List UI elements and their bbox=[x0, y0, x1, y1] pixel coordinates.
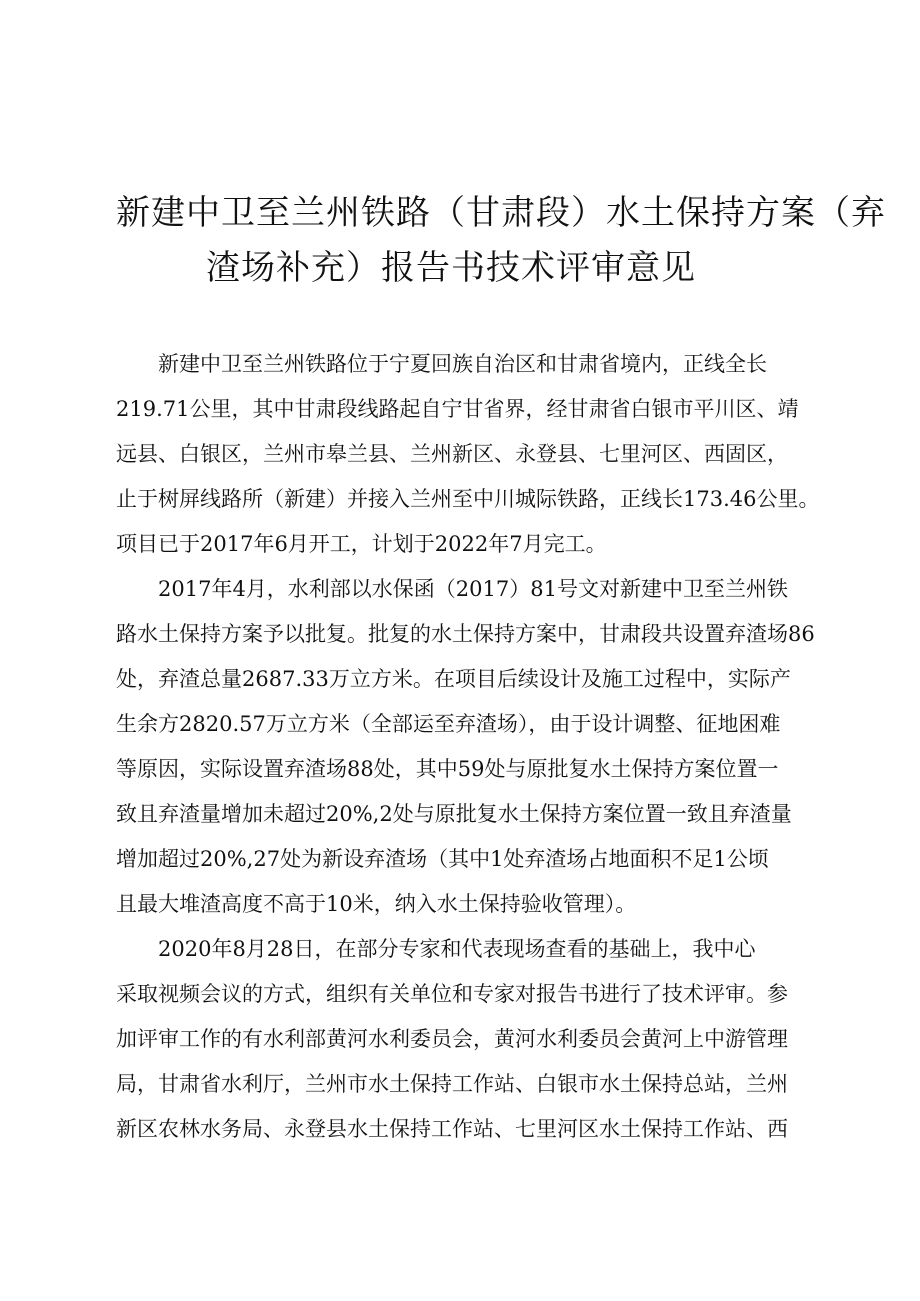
paragraph-2-line-3: 处，弃渣总量2687.33万立方米。在项目后续设计及施工过程中，实际产 bbox=[116, 667, 791, 691]
document-title bbox=[116, 186, 886, 296]
paragraph-2 bbox=[116, 567, 816, 927]
paragraph-3 bbox=[116, 927, 816, 1152]
paragraph-2-line-5: 等原因，实际设置弃渣场88处，其中59处与原批复水土保持方案位置一 bbox=[116, 757, 779, 781]
paragraph-1-line-2: 219.71公里，其中甘肃段线路起自宁甘省界，经甘肃省白银市平川区、靖 bbox=[116, 397, 799, 421]
paragraph-3-line-1: 2020年8月28日，在部分专家和代表现场查看的基础上，我中心 bbox=[158, 937, 756, 961]
paragraph-1-line-3: 远县、白银区，兰州市皋兰县、兰州新区、永登县、七里河区、西固区， bbox=[116, 442, 788, 466]
document-body bbox=[116, 342, 820, 1152]
paragraph-2-line-2: 路水土保持方案予以批复。批复的水土保持方案中，甘肃段共设置弃渣场86 bbox=[116, 622, 815, 646]
paragraph-1 bbox=[116, 342, 820, 567]
paragraph-1-line-1: 新建中卫至兰州铁路位于宁夏回族自治区和甘肃省境内，正线全长 bbox=[158, 352, 767, 376]
paragraph-3-line-3: 加评审工作的有水利部黄河水利委员会，黄河水利委员会黄河上中游管理 bbox=[116, 1027, 788, 1051]
paragraph-2-line-6: 致且弃渣量增加未超过20%,2处与原批复水土保持方案位置一致且弃渣量 bbox=[116, 802, 792, 826]
paragraph-3-line-4: 局，甘肃省水利厅，兰州市水土保持工作站、白银市水土保持总站，兰州 bbox=[116, 1072, 788, 1096]
paragraph-3-line-5: 新区农林水务局、永登县水土保持工作站、七里河区水土保持工作站、西 bbox=[116, 1117, 788, 1141]
title-line-2: 渣场补充）报告书技术评审意见 bbox=[206, 248, 696, 288]
paragraph-1-line-4: 止于树屏线路所（新建）并接入兰州至中川城际铁路，正线长173.46公里。 bbox=[116, 487, 820, 511]
paragraph-2-line-4: 生余方2820.57万立方米（全部运至弃渣场），由于设计调整、征地困难 bbox=[116, 712, 781, 736]
title-line-1: 新建中卫至兰州铁路（甘肃段）水土保持方案（弃 bbox=[116, 193, 886, 233]
paragraph-2-line-8: 且最大堆渣高度不高于10米，纳入水土保持验收管理）。 bbox=[116, 892, 637, 916]
paragraph-2-line-7: 增加超过20%,27处为新设弃渣场（其中1处弃渣场占地面积不足1公顷 bbox=[116, 847, 769, 871]
paragraph-1-line-5: 项目已于2017年6月开工，计划于2022年7月完工。 bbox=[116, 532, 607, 556]
paragraph-2-line-1: 2017年4月，水利部以水保函（2017）81号文对新建中卫至兰州铁 bbox=[158, 577, 788, 601]
paragraph-3-line-2: 采取视频会议的方式，组织有关单位和专家对报告书进行了技术评审。参 bbox=[116, 982, 788, 1006]
